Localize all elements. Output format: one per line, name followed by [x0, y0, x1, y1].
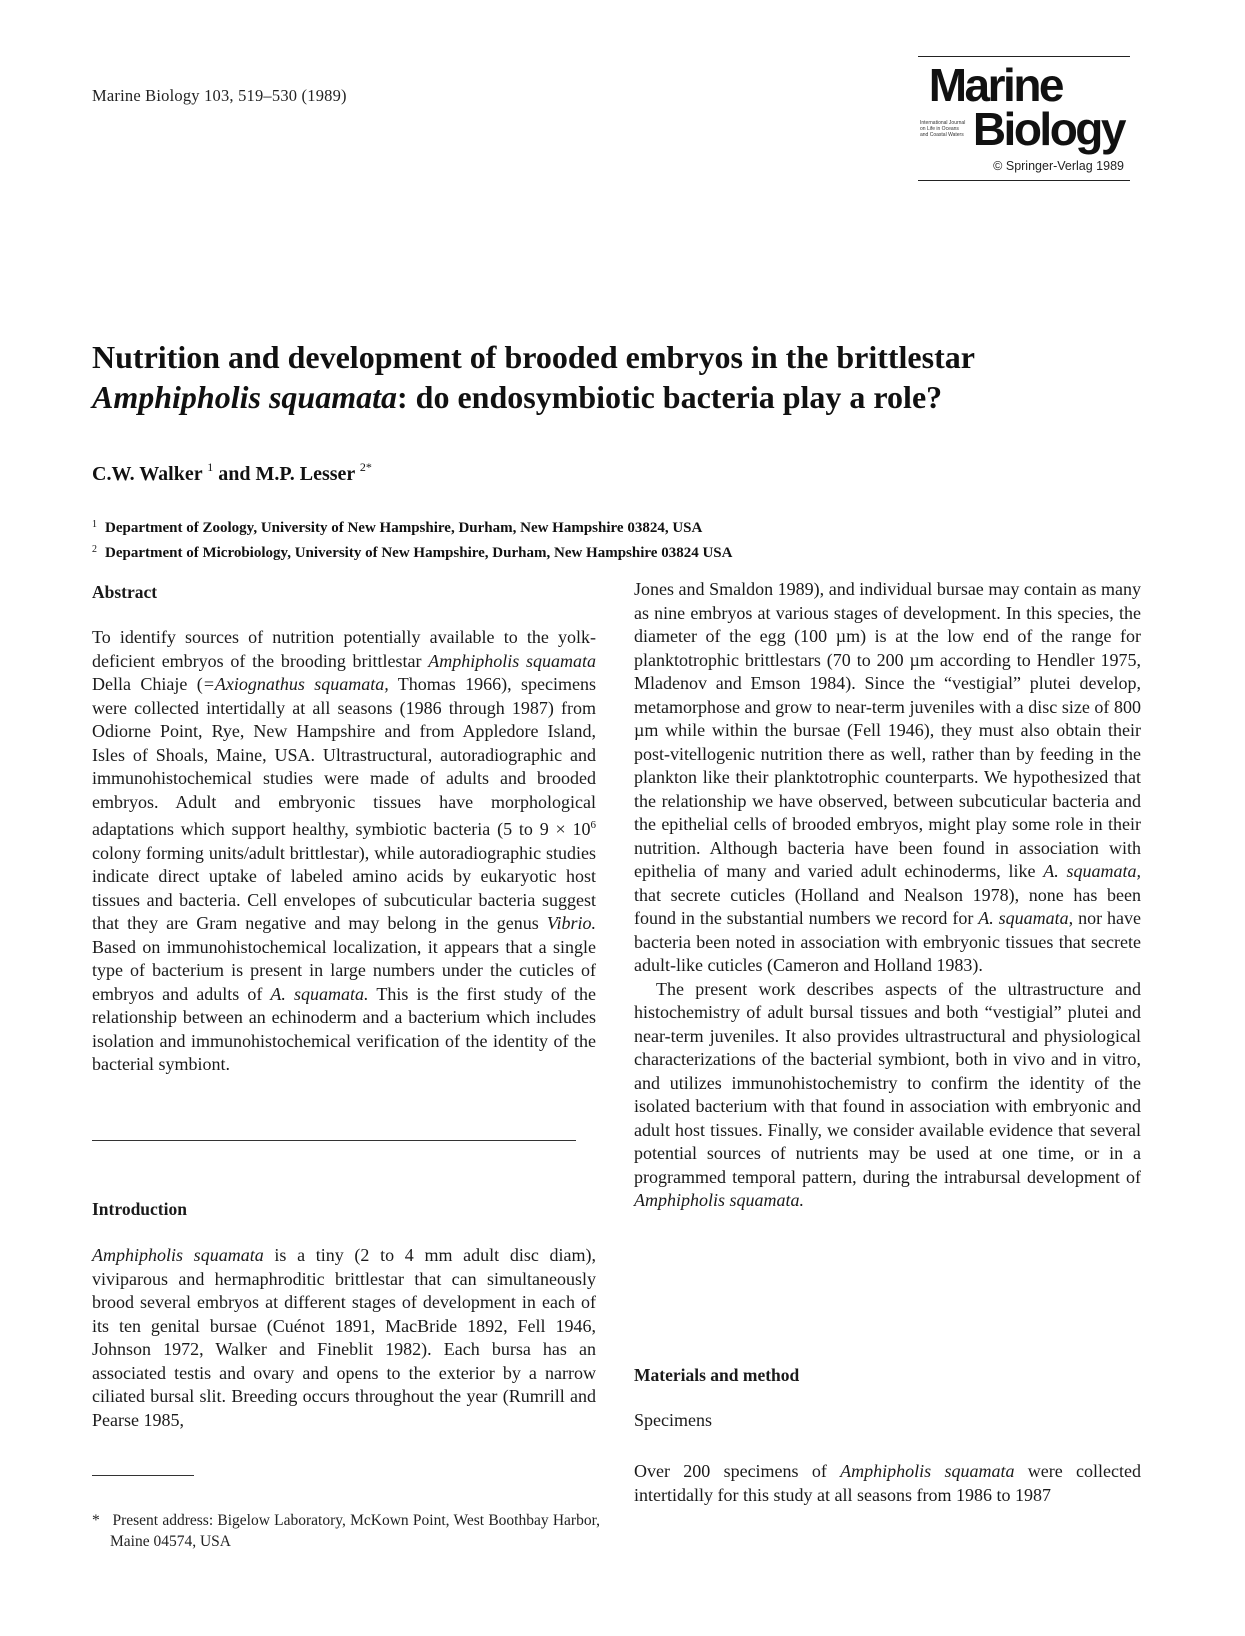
- text-run: colony forming units/adult brittlestar), while autoradiographic studies indicate direct uptake of labeled amino acids by eukaryotic host tissues and bacteria. Cell envelopes of subcuticular bacteria suggest that they are Gram negative and may belong in the genus: [92, 842, 596, 933]
- introduction-body-right: [634, 578, 1141, 1213]
- affiliation-text: Department of Zoology, University of New Hampshire, Durham, New Hampshire 03824, USA: [105, 520, 703, 536]
- introduction-paragraph: [634, 978, 1141, 1213]
- author-affiliation-marker: 2*: [359, 460, 372, 474]
- text-run: Della Chiaje (: [92, 674, 203, 694]
- logo-top-rule: [918, 56, 1130, 57]
- species-synonym: =Axiognathus squamata,: [202, 674, 389, 694]
- article-title: [92, 337, 1152, 417]
- abstract-body: [92, 626, 596, 1077]
- title-line-2: [92, 377, 1152, 417]
- species-name: Amphipholis squamata: [92, 1245, 264, 1265]
- journal-logo: [918, 56, 1130, 184]
- text-run: Based on immunohistochemical localization, it appears that a single type of bacterium is present in large numbers under the cuticles of embryos and adults of: [92, 936, 596, 1004]
- logo-tagline-line: and Coastal Waters: [920, 132, 964, 138]
- text-run: were collected intertidally for this study at all seasons from 1986 to 1987: [634, 1461, 1141, 1505]
- species-name: A. squamata,: [1043, 861, 1142, 881]
- text-run: The present work describes aspects of the ultrastructure and histochemistry of adult bursal tissues and both “vestigial” plutei and near-term juveniles. It also provides ultrastructural and physiological characterizations of the bacterial symbiont, both in vivo and in vitro, and utilizes immunohistochemistry to confirm the identity of the isolated bacterium with that found in association with embryonic and adult host tissues. Finally, we consider available evidence that several potential sources of nutrients may be used at one time, or in a programmed temporal pattern, during the intrabursal development of: [634, 978, 1141, 1187]
- logo-bottom-rule: [918, 180, 1130, 181]
- introduction-paragraph: [92, 1244, 596, 1432]
- introduction-heading: Introduction: [92, 1199, 187, 1219]
- author-connector: and: [218, 463, 251, 485]
- text-run: Jones and Smaldon 1989), and individual bursae may contain as many as nine embryos at various stages of development. In this species, the diameter of the egg (100 µm) is at the low end of the range for planktotrophic brittlestars (70 to 200 µm according to Hendler 1975, Mladenov and Emson 1984). Since the “vestigial” plutei develop, metamorphose and grow to near-term juveniles with a disc size of 800 µm while within the bursae (Fell 1946), they must also obtain their post-vitellogenic nutrition there as well, rather than by feeding in the plankton like their planktotrophic counterparts. We hypothesized that the relationship we have observed, between subcuticular bacteria and the epithelial cells of brooded embryos, might play some role in their nutrition. Although bacteria have been found in association with epithelia of many and varied adult echinoderms, like: [634, 579, 1141, 881]
- author-affiliation-marker: 1: [207, 460, 214, 474]
- introduction-paragraph-continued: [634, 578, 1141, 978]
- species-name: Amphipholis squamata: [428, 650, 596, 671]
- species-name: A. squamata,: [978, 908, 1074, 928]
- exponent: 6: [590, 819, 596, 831]
- genus-name: Vibrio.: [546, 913, 596, 933]
- author-name: C.W. Walker: [92, 463, 203, 485]
- logo-tagline-line: International Journal: [920, 120, 966, 126]
- logo-tagline-line: on Life in Oceans: [920, 126, 959, 132]
- affiliation-text: Department of Microbiology, University of New Hampshire, Durham, New Hampshire 03824 USA: [105, 545, 733, 561]
- text-run: Thomas 1966), specimens were collected intertidally at all seasons (1986 through 1987) from Odiorne Point, Rye, New Hampshire and from Appledore Island, Isles of Shoals, Maine, USA. Ultrastructural, autoradiographic and immunohistochemical studies were made of adults and brooded embryos. Adult and embryonic tissues have morphological adaptations which support healthy, symbiotic bacteria (5 to 9 × 10: [92, 674, 596, 839]
- text-run: that secrete cuticles (Holland and Nealson 1978), none has been found in the substantial numbers we record for: [634, 884, 1141, 928]
- abstract-paragraph: [92, 626, 596, 1077]
- affiliation: [92, 539, 732, 564]
- logo-word-marine: Marine: [928, 59, 1062, 111]
- text-run: To identify sources of nutrition potentially available to the yolk-deficient embryos of the brooding brittlestar: [92, 627, 596, 671]
- affiliation-number: 1: [92, 519, 97, 530]
- specimens-subheading: Specimens: [634, 1410, 712, 1430]
- title-line-1: Nutrition and development of brooded embryos in the brittlestar: [92, 339, 975, 375]
- footnote-text: Present address: Bigelow Laboratory, McKown Point, West Boothbay Harbor, Maine 04574, USA: [110, 1512, 600, 1550]
- footnote-divider: [92, 1475, 194, 1476]
- author-list: [92, 460, 372, 486]
- author-name: M.P. Lesser: [255, 463, 355, 485]
- text-run: Over 200 specimens of: [634, 1461, 841, 1481]
- species-name: A. squamata.: [270, 983, 369, 1004]
- footnote-marker: *: [92, 1512, 100, 1529]
- logo-word-biology: Biology: [972, 103, 1124, 155]
- methods-paragraph: [634, 1460, 1141, 1507]
- abstract-heading: Abstract: [92, 582, 158, 602]
- methods-heading: Materials and method: [634, 1365, 800, 1385]
- methods-body: [634, 1460, 1141, 1507]
- affiliation: [92, 514, 732, 539]
- abstract-divider: [92, 1140, 576, 1141]
- title-species-name: Amphipholis squamata: [92, 379, 397, 415]
- text-run: is a tiny (2 to 4 mm adult disc diam), viviparous and hermaphroditic brittlestar that can simultaneously brood several embryos at different stages of development in each of its ten genital bursae (Cuénot 1891, MacBride 1892, Fell 1946, Johnson 1972, Walker and Fineblit 1982). Each bursa has an associated testis and ovary and opens to the exterior by a narrow ciliated bursal slit. Breeding occurs throughout the year (Rumrill and Pearse 1985,: [92, 1245, 597, 1430]
- copyright-notice: © Springer-Verlag 1989: [993, 159, 1124, 173]
- text-run: This is the first study of the relationship between an echinoderm and a bacterium which includes isolation and immunohistochemical verification of the identity of the bacterial symbiont.: [92, 983, 596, 1074]
- introduction-body-left: [92, 1244, 596, 1432]
- text-run: nor have bacteria been noted in association with embryonic tissues that secrete adult-like cuticles (Cameron and Holland 1983).: [634, 908, 1141, 975]
- affiliation-number: 2: [92, 544, 97, 555]
- footnote: [92, 1510, 600, 1552]
- footnote-entry: [92, 1510, 600, 1552]
- journal-citation: Marine Biology 103, 519–530 (1989): [92, 86, 347, 105]
- title-line-2-rest: : do endosymbiotic bacteria play a role?: [396, 379, 943, 415]
- species-name: Amphipholis squamata: [840, 1461, 1015, 1481]
- affiliations: [92, 514, 732, 564]
- species-name: Amphipholis squamata.: [634, 1190, 805, 1210]
